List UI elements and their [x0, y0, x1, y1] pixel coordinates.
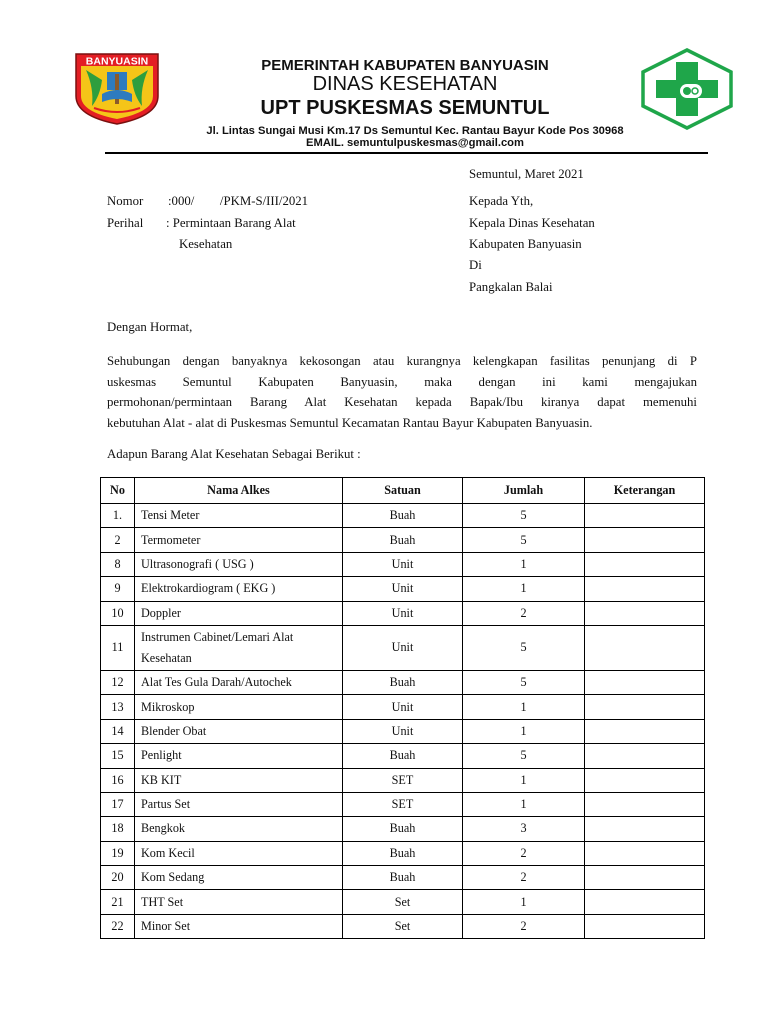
cell-nama: Ultrasonografi ( USG ) — [135, 552, 343, 576]
letterhead-address: Jl. Lintas Sungai Musi Km.17 Ds Semuntul Kec. Rantau Bayur Kode Pos 30968 — [206, 125, 624, 137]
nomor-value: :000/ /PKM-S/III/2021 — [168, 194, 309, 208]
list-intro: Adapun Barang Alat Kesehatan Sebagai Berikut : — [107, 447, 361, 461]
cell-keterangan — [585, 719, 705, 743]
col-header-satuan: Satuan — [343, 478, 463, 504]
letter-date: Semuntul, Maret 2021 — [469, 167, 584, 181]
nomor-label: Nomor — [107, 194, 144, 208]
cell-no: 14 — [101, 719, 135, 743]
cell-jumlah: 1 — [463, 552, 585, 576]
cell-satuan: Unit — [343, 577, 463, 601]
cell-keterangan — [585, 601, 705, 625]
cell-no: 12 — [101, 670, 135, 694]
paragraph-line: uskesmas Semuntul Kabupaten Banyuasin, maka dengan ini kami mengajukan — [107, 374, 697, 389]
crest-label: BANYUASIN — [85, 55, 149, 68]
cell-satuan: Buah — [343, 817, 463, 841]
cell-keterangan — [585, 528, 705, 552]
cell-keterangan — [585, 866, 705, 890]
cell-no: 10 — [101, 601, 135, 625]
letterhead-government: PEMERINTAH KABUPATEN BANYUASIN — [261, 57, 549, 74]
cell-no: 15 — [101, 744, 135, 768]
cell-jumlah: 1 — [463, 577, 585, 601]
recipient-line: Kabupaten Banyuasin — [469, 237, 582, 251]
cell-satuan: Buah — [343, 841, 463, 865]
cell-jumlah: 2 — [463, 914, 585, 938]
cell-nama-line: Kesehatan — [141, 650, 192, 665]
table-row — [101, 744, 705, 768]
cell-keterangan — [585, 768, 705, 792]
cell-keterangan — [585, 792, 705, 816]
cell-jumlah: 1 — [463, 695, 585, 719]
cell-keterangan — [585, 504, 705, 528]
table-row — [101, 914, 705, 938]
cell-keterangan — [585, 744, 705, 768]
recipient-line: Kepada Yth, — [469, 194, 534, 208]
cell-no: 8 — [101, 552, 135, 576]
table-row — [101, 670, 705, 694]
recipient-line: Kepala Dinas Kesehatan — [469, 216, 595, 230]
cell-nama: Termometer — [135, 528, 343, 552]
cell-jumlah: 2 — [463, 601, 585, 625]
col-header-nama: Nama Alkes — [135, 478, 343, 504]
col-header-no: No — [101, 478, 135, 504]
cell-no: 1. — [101, 504, 135, 528]
table-row — [101, 625, 705, 670]
cell-keterangan — [585, 817, 705, 841]
recipient-line: Di — [469, 258, 482, 272]
table-row — [101, 552, 705, 576]
cell-jumlah: 1 — [463, 792, 585, 816]
greeting: Dengan Hormat, — [107, 320, 193, 334]
cell-satuan: Set — [343, 914, 463, 938]
paragraph-line: Sehubungan dengan banyaknya kekosongan atau kurangnya kelengkapan fasilitas penunjang di P — [107, 354, 697, 368]
cell-no: 21 — [101, 890, 135, 914]
cell-satuan: Buah — [343, 504, 463, 528]
cell-jumlah: 1 — [463, 768, 585, 792]
cell-nama: Minor Set — [135, 914, 343, 938]
cell-jumlah: 5 — [463, 504, 585, 528]
cell-jumlah: 5 — [463, 528, 585, 552]
cell-keterangan — [585, 552, 705, 576]
table-row — [101, 890, 705, 914]
cell-nama: Elektrokardiogram ( EKG ) — [135, 577, 343, 601]
table-row — [101, 719, 705, 743]
cell-no: 19 — [101, 841, 135, 865]
cell-nama: Alat Tes Gula Darah/Autochek — [135, 670, 343, 694]
cell-keterangan — [585, 695, 705, 719]
cell-satuan: Unit — [343, 719, 463, 743]
table-header-row — [101, 478, 705, 504]
cell-nama: Bengkok — [135, 817, 343, 841]
table-row — [101, 817, 705, 841]
cell-keterangan — [585, 890, 705, 914]
letterhead-email: EMAIL. semuntulpuskesmas@gmail.com — [306, 137, 524, 149]
cell-nama: Partus Set — [135, 792, 343, 816]
cell-jumlah: 2 — [463, 866, 585, 890]
table-row — [101, 792, 705, 816]
table-row — [101, 866, 705, 890]
cell-no: 18 — [101, 817, 135, 841]
table-row — [101, 695, 705, 719]
cell-no: 13 — [101, 695, 135, 719]
table-row — [101, 841, 705, 865]
cell-satuan: Buah — [343, 744, 463, 768]
perihal-label: Perihal — [107, 216, 144, 230]
cell-no: 20 — [101, 866, 135, 890]
cell-nama: THT Set — [135, 890, 343, 914]
cell-nama: KB KIT — [135, 768, 343, 792]
alkes-table — [100, 477, 705, 939]
body-paragraph — [107, 351, 697, 433]
cell-satuan: Buah — [343, 528, 463, 552]
cell-nama: Mikroskop — [135, 695, 343, 719]
cell-satuan: Unit — [343, 695, 463, 719]
cell-no: 22 — [101, 914, 135, 938]
cell-keterangan — [585, 914, 705, 938]
cell-satuan: Unit — [343, 552, 463, 576]
cell-satuan: Unit — [343, 601, 463, 625]
cell-nama: Kom Sedang — [135, 866, 343, 890]
cell-jumlah: 1 — [463, 890, 585, 914]
cell-keterangan — [585, 577, 705, 601]
paragraph-line: permohonan/permintaan Barang Alat Kesehatan kepada Bapak/Ibu kiranya dapat memenuhi — [107, 395, 697, 410]
cell-nama: Kom Kecil — [135, 841, 343, 865]
cell-jumlah: 1 — [463, 719, 585, 743]
table-row — [101, 528, 705, 552]
cell-satuan: Buah — [343, 866, 463, 890]
cell-nama: Penlight — [135, 744, 343, 768]
perihal-value-cont: Kesehatan — [179, 237, 233, 251]
cell-satuan: Set — [343, 890, 463, 914]
cell-jumlah: 5 — [463, 625, 585, 670]
cell-no: 17 — [101, 792, 135, 816]
table-row — [101, 577, 705, 601]
recipient-line: Pangkalan Balai — [469, 280, 553, 294]
cell-satuan: Buah — [343, 670, 463, 694]
cell-nama: Doppler — [135, 601, 343, 625]
cell-satuan: Unit — [343, 625, 463, 670]
cell-jumlah: 2 — [463, 841, 585, 865]
cell-satuan: SET — [343, 792, 463, 816]
cell-nama: Blender Obat — [135, 719, 343, 743]
cell-satuan: SET — [343, 768, 463, 792]
table-row — [101, 504, 705, 528]
table-row — [101, 601, 705, 625]
banyuasin-crest-icon — [72, 50, 162, 126]
cell-nama — [135, 625, 343, 670]
letterhead-divider — [105, 152, 708, 154]
cell-keterangan — [585, 625, 705, 670]
cell-no: 16 — [101, 768, 135, 792]
perihal-value: : Permintaan Barang Alat — [166, 216, 296, 230]
cell-nama: Tensi Meter — [135, 504, 343, 528]
col-header-jumlah: Jumlah — [463, 478, 585, 504]
col-header-keterangan: Keterangan — [585, 478, 705, 504]
cell-jumlah: 5 — [463, 744, 585, 768]
paragraph-line: kebutuhan Alat - alat di Puskesmas Semuntul Kecamatan Rantau Bayur Kabupaten Banyuasin. — [107, 415, 593, 430]
cell-no: 9 — [101, 577, 135, 601]
cell-jumlah: 5 — [463, 670, 585, 694]
cell-keterangan — [585, 841, 705, 865]
letterhead-agency: DINAS KESEHATAN — [312, 73, 498, 95]
cell-jumlah: 3 — [463, 817, 585, 841]
letterhead-unit: UPT PUSKESMAS SEMUNTUL — [260, 97, 550, 119]
cell-keterangan — [585, 670, 705, 694]
cell-no: 2 — [101, 528, 135, 552]
table-row — [101, 768, 705, 792]
puskesmas-cross-icon — [640, 48, 734, 130]
cell-no: 11 — [101, 625, 135, 670]
cell-nama-line: Instrumen Cabinet/Lemari Alat — [141, 629, 294, 644]
